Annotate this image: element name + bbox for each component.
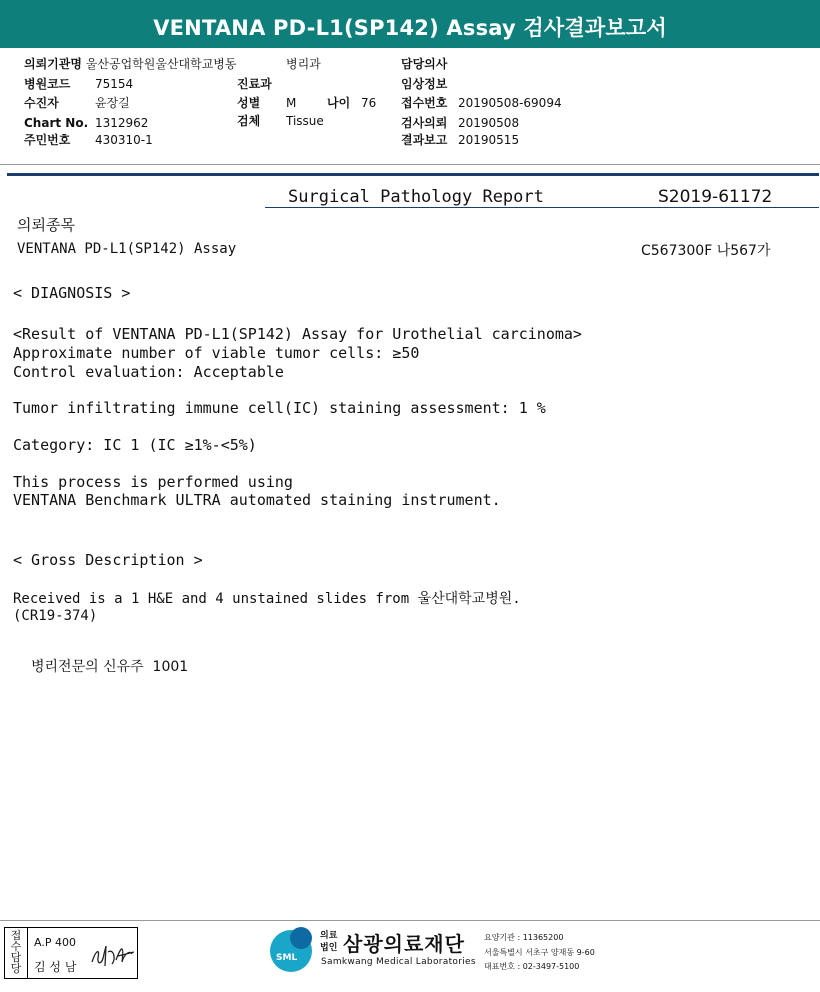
ic-staining-line: Tumor infiltrating immune cell(IC) staining assessment: 1 % [13, 399, 546, 417]
result-report-label: 결과보고 [401, 133, 448, 147]
phone: 대표번호 : 02-3497-5100 [484, 962, 580, 971]
report-number: S2019-61172 [658, 187, 773, 207]
age-label: 나이 [327, 96, 351, 110]
logo-small-2: 법인 [320, 943, 338, 953]
info-requesting-org [24, 58, 237, 71]
test-code: C567300F 나567가 [641, 243, 771, 259]
accession-value: 20190508-69094 [458, 96, 562, 110]
report-title-underline [265, 207, 819, 208]
hospital-code-value: 75154 [95, 77, 134, 91]
chart-label: Chart No. [24, 116, 89, 130]
handwritten-signature [88, 940, 136, 970]
exam-request-label: 검사의뢰 [401, 116, 448, 130]
sex-label: 성별 [237, 96, 261, 110]
address: 서울특별시 서초구 양재동 9-60 [484, 948, 595, 957]
gross-line-2: (CR19-374) [13, 608, 98, 624]
receipt-stamp-code: A.P 400 [34, 936, 76, 949]
id-label: 주민번호 [24, 133, 71, 147]
diagnosis-header: < DIAGNOSIS > [13, 284, 131, 302]
ward-value: 병리과 [286, 57, 321, 71]
patient-label: 수진자 [24, 96, 59, 110]
clinical-info-label: 임상정보 [401, 77, 448, 91]
result-title: <Result of VENTANA PD-L1(SP142) Assay for Urothelial carcinoma> [13, 325, 582, 343]
id-value: 430310-1 [95, 133, 153, 147]
patient-value: 윤장길 [95, 96, 130, 110]
receipt-stamp-separator [27, 927, 28, 979]
tumor-cells-line: Approximate number of viable tumor cells: ≥50 [13, 344, 420, 362]
result-report-value: 20190515 [458, 133, 520, 147]
sml-logo-accent-icon [290, 927, 312, 949]
requesting-org-label: 의뢰기관명 [24, 57, 82, 71]
chart-value: 1312962 [95, 116, 149, 130]
report-top-rule [7, 173, 819, 176]
department-label: 진료과 [237, 77, 272, 91]
test-name: VENTANA PD-L1(SP142) Assay [17, 241, 237, 257]
gross-line-1: Received is a 1 H&E and 4 unstained slides from 울산대학교병원. [13, 591, 521, 607]
hospital-code-label: 병원코드 [24, 77, 71, 91]
age-value: 76 [361, 96, 377, 110]
specimen-label: 검체 [237, 114, 261, 128]
sml-logo-badge: SML [276, 953, 298, 963]
info-divider [0, 164, 820, 165]
sex-value: M [286, 96, 297, 110]
accession-label: 접수번호 [401, 96, 448, 110]
gross-header: < Gross Description > [13, 551, 203, 569]
footer-divider [0, 920, 820, 921]
logo-english-text: Samkwang Medical Laboratories [321, 957, 476, 967]
exam-request-value: 20190508 [458, 116, 520, 130]
request-item-label: 의뢰종목 [17, 216, 75, 234]
receipt-stamp-side-label: 접수담당 [10, 929, 22, 975]
category-line: Category: IC 1 (IC ≥1%-<5%) [13, 436, 257, 454]
requesting-org-value: 울산공업학원울산대학교병동 [85, 57, 237, 71]
care-code: 요양기관 : 11365200 [484, 933, 564, 942]
pathologist-line: 병리전문의 신유주 1001 [31, 659, 189, 675]
doctor-label: 담당의사 [401, 57, 448, 71]
process-line-1: This process is performed using [13, 473, 293, 491]
control-line: Control evaluation: Acceptable [13, 363, 284, 381]
receipt-stamp-name: 김 성 남 [34, 960, 77, 974]
specimen-value: Tissue [286, 114, 324, 128]
logo-main-text: 삼광의료재단 [343, 932, 465, 956]
report-header-title: VENTANA PD-L1(SP142) Assay 검사결과보고서 [153, 16, 667, 40]
process-line-2: VENTANA Benchmark ULTRA automated staining instrument. [13, 491, 501, 509]
logo-small-1: 의료 [320, 931, 338, 941]
report-title: Surgical Pathology Report [288, 187, 544, 207]
